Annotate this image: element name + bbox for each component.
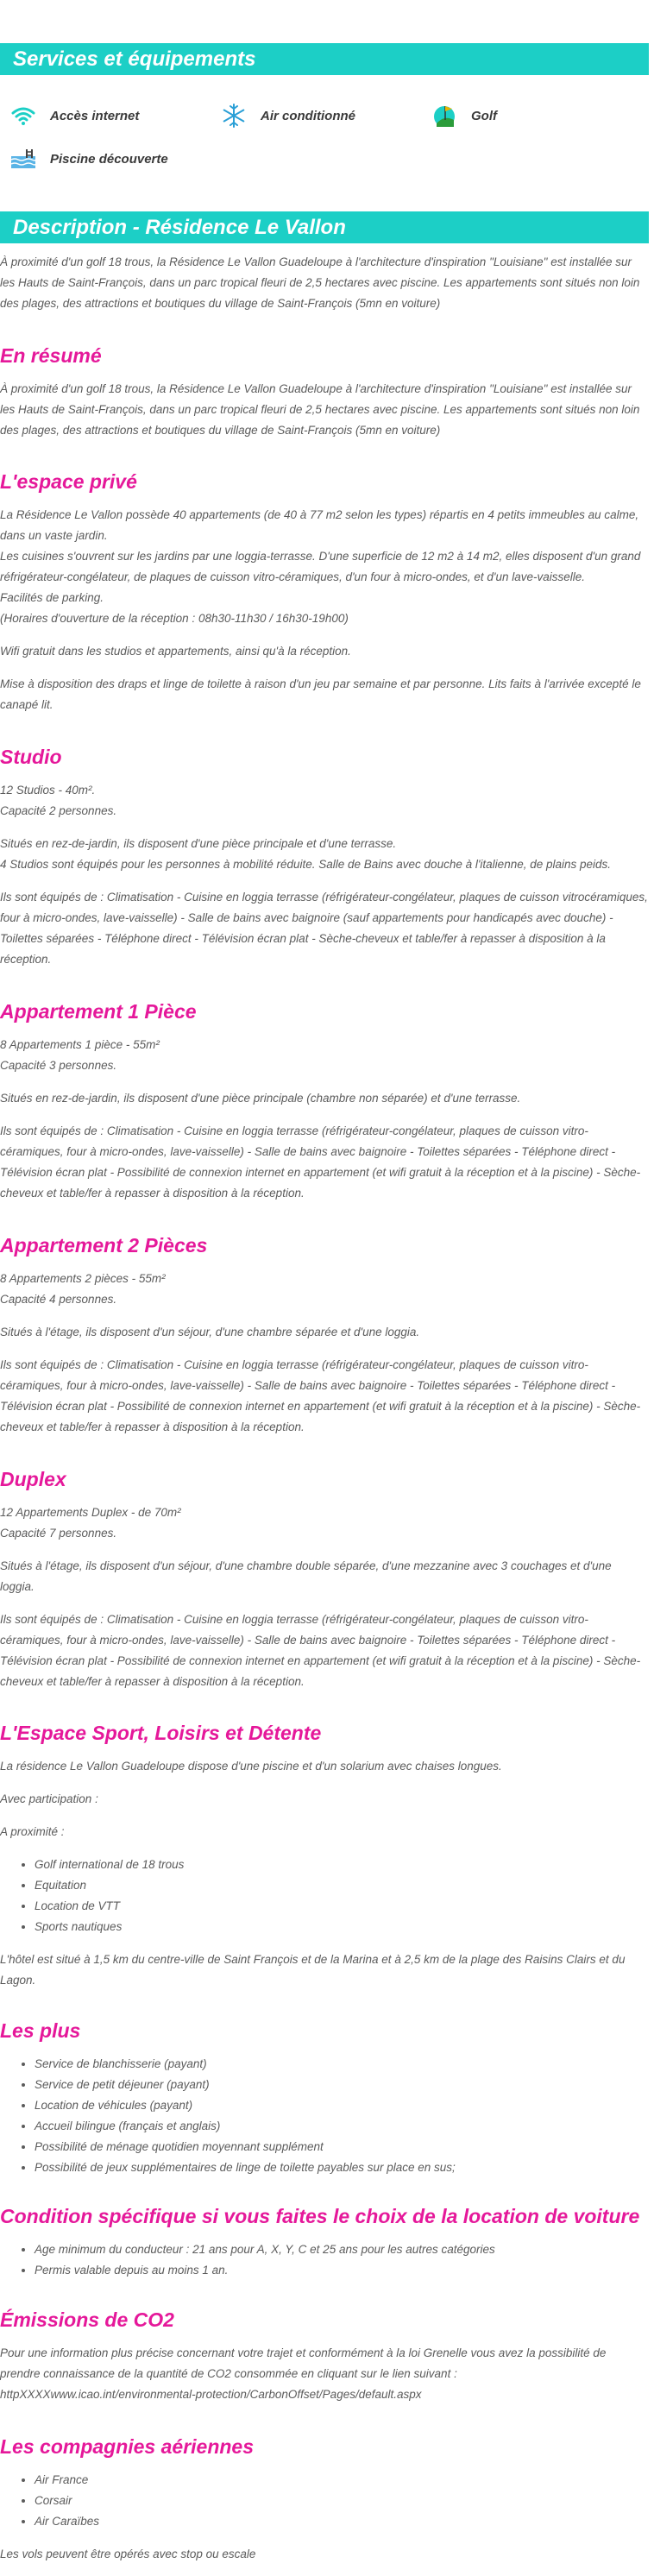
list-item: • Permis valable depuis au moins 1 an. — [35, 2260, 649, 2281]
app2-section — [0, 1232, 649, 1438]
sport-intro: La résidence Le Vallon Guadeloupe dispose d'une piscine et d'un solarium avec chaises longues. — [0, 1760, 502, 1773]
duplex-capacity: Capacité 7 personnes. — [0, 1527, 117, 1540]
studio-pmr: 4 Studios sont équipés pour les personnes à mobilité réduite. Salle de Bains avec douche à l'italienne, de plains peids. — [0, 858, 612, 871]
prive-heading: L'espace privé — [0, 470, 137, 493]
app2-count: 8 Appartements 2 pièces - 55m² — [0, 1272, 166, 1285]
prive-wifi: Wifi gratuit dans les studios et appartements, ainsi qu'à la réception. — [0, 645, 351, 658]
studio-equip: Ils sont équipés de : Climatisation - Cuisine en loggia terrasse (réfrigérateur-congélateur, plaques de cuisson vitrocéramiques, four à micro-ondes, lave-vaisselle) - Salle de bains avec baignoire (sauf appartements pour handicapés avec douche) - Toilettes séparées - Téléphone direct - Télévision écran plat - Sèche-cheveux et table/fer à repasser à disposition à la réception. — [0, 891, 648, 966]
prive-line: (Horaires d'ouverture de la réception : 08h30-11h30 / 16h30-19h00) — [0, 612, 349, 625]
prive-line: Les cuisines s'ouvrent sur les jardins par une loggia-terrasse. D'une superficie de 12 m2 à 14 m2, elles disposent d'un grand réfrigérateur-congélateur, de plaques de cuisson vitro-céramiques, d'un four à micro-ondes, et d'un lave-vaisselle. — [0, 550, 641, 583]
service-label: Piscine découverte — [50, 151, 168, 167]
duplex-section — [0, 1466, 649, 1692]
list-item: • Possibilité de ménage quotidien moyennant supplément — [35, 2137, 649, 2157]
service-label: Accès internet — [50, 108, 140, 123]
service-item-pool — [9, 146, 226, 172]
list-item: • Possibilité de jeux supplémentaires de linge de toilette payables sur place en sus; — [35, 2157, 649, 2178]
co2-text[interactable]: Pour une information plus précise concernant votre trajet et conformément à la loi Grenelle vous avez la possibilité de prendre connaissance de la quantité de CO2 consommée en cliquant sur le lien suivant : httpXXXXwww.icao.int/environmental-protection/CarbonOffset/Pages/default.aspx — [0, 2346, 607, 2401]
golf-icon — [430, 103, 459, 129]
service-item-golf — [430, 103, 640, 129]
co2-section — [0, 2307, 649, 2405]
plus-section — [0, 2018, 649, 2178]
resume-section — [0, 343, 649, 441]
airlines-list — [0, 2470, 649, 2532]
services-section — [0, 43, 649, 177]
studio-situation: Situés en rez-de-jardin, ils disposent d'une pièce principale et d'une terrasse. — [0, 837, 397, 850]
sport-proximite: A proximité : — [0, 1825, 65, 1838]
airlines-heading: Les compagnies aériennes — [0, 2435, 255, 2458]
list-item: • Location de véhicules (payant) — [35, 2095, 649, 2116]
list-item: • Air France — [35, 2470, 649, 2491]
plus-list — [0, 2054, 649, 2178]
prive-line: Facilités de parking. — [0, 591, 104, 604]
co2-heading: Émissions de CO2 — [0, 2308, 174, 2331]
airlines-section — [0, 2434, 649, 2565]
app1-heading: Appartement 1 Pièce — [0, 1000, 197, 1023]
studio-count: 12 Studios - 40m². — [0, 784, 96, 797]
plus-heading: Les plus — [0, 2019, 81, 2042]
wifi-icon — [9, 103, 38, 129]
condition-heading: Condition spécifique si vous faites le choix de la location de voiture — [0, 2205, 640, 2227]
app2-situation: Situés à l'étage, ils disposent d'un séjour, d'une chambre séparée et d'une loggia. — [0, 1326, 420, 1338]
app1-section — [0, 998, 649, 1204]
duplex-equip: Ils sont équipés de : Climatisation - Cuisine en loggia terrasse (réfrigérateur-congélateur, plaques de cuisson vitro-céramiques, four à micro-ondes, lave-vaisselle) - Salle de bains avec baignoire - Toilettes séparées - Téléphone direct - Télévision écran plat - Possibilité de connexion internet en appartement (et wifi gratuit à la réception et à la piscine) - Sèche-cheveux et table/fer à repasser à disposition à la réception. — [0, 1613, 641, 1688]
services-banner: Services et équipements — [0, 43, 649, 75]
airlines-note: Les vols peuvent être opérés avec stop ou escale — [0, 2548, 256, 2560]
sport-participation: Avec participation : — [0, 1792, 98, 1805]
service-label: Air conditionné — [261, 108, 355, 123]
list-item: • Golf international de 18 trous — [35, 1855, 649, 1875]
prive-line: La Résidence Le Vallon possède 40 appartements (de 40 à 77 m2 selon les types) répartis en 4 petits immeubles au calme, dans un vaste jardin. — [0, 508, 639, 542]
studio-section — [0, 744, 649, 970]
sport-list — [0, 1855, 649, 1937]
snowflake-icon — [219, 103, 248, 129]
studio-capacity: Capacité 2 personnes. — [0, 804, 117, 817]
app1-situation: Situés en rez-de-jardin, ils disposent d'une pièce principale (chambre non séparée) et d'une terrasse. — [0, 1092, 521, 1105]
list-item: • Air Caraïbes — [35, 2511, 649, 2532]
duplex-heading: Duplex — [0, 1468, 66, 1490]
app1-capacity: Capacité 3 personnes. — [0, 1059, 117, 1072]
list-item: • Service de petit déjeuner (payant) — [35, 2075, 649, 2095]
list-item: • Age minimum du conducteur : 21 ans pour A, X, Y, C et 25 ans pour les autres catégories — [35, 2239, 649, 2260]
app2-equip: Ils sont équipés de : Climatisation - Cuisine en loggia terrasse (réfrigérateur-congélateur, plaques de cuisson vitro-céramiques, four à micro-ondes, lave-vaisselle) - Salle de bains avec baignoire - Toilettes séparées - Téléphone direct - Télévision écran plat - Possibilité de connexion internet en appartement (et wifi gratuit à la réception et à la piscine) - Sèche-cheveux et table/fer à repasser à disposition à la réception. — [0, 1358, 641, 1433]
services-list — [0, 75, 649, 177]
sport-situation: L'hôtel est situé à 1,5 km du centre-ville de Saint François et de la Marina et à 2,5 km de la plage des Raisins Clairs et du Lagon. — [0, 1953, 626, 1987]
app1-count: 8 Appartements 1 pièce - 55m² — [0, 1038, 160, 1051]
list-item: • Sports nautiques — [35, 1917, 649, 1937]
service-item-internet — [9, 103, 219, 129]
sport-section — [0, 1720, 649, 1991]
resume-heading: En résumé — [0, 344, 102, 367]
list-item: • Accueil bilingue (français et anglais) — [35, 2116, 649, 2137]
description-text: À proximité d'un golf 18 trous, la Résidence Le Vallon Guadeloupe à l'architecture d'inspiration "Louisiane" est installée sur les Hauts de Saint-François, dans un parc tropical fleuri de 2,5 hectares avec piscine. Les appartements sont situés non loin des plages, des attractions et boutiques du village de Saint-François (5mn en voiture) — [0, 255, 640, 310]
prive-section — [0, 469, 649, 715]
app2-heading: Appartement 2 Pièces — [0, 1234, 208, 1257]
list-item: • Equitation — [35, 1875, 649, 1896]
condition-list — [0, 2239, 649, 2281]
duplex-count: 12 Appartements Duplex - de 70m² — [0, 1506, 181, 1519]
app2-capacity: Capacité 4 personnes. — [0, 1293, 117, 1306]
service-label: Golf — [471, 108, 497, 123]
studio-heading: Studio — [0, 746, 62, 768]
pool-icon — [9, 146, 38, 172]
resume-text: À proximité d'un golf 18 trous, la Résidence Le Vallon Guadeloupe à l'architecture d'inspiration "Louisiane" est installée sur les Hauts de Saint-François, dans un parc tropical fleuri de 2,5 hectares avec piscine. Les appartements sont situés non loin des plages, des attractions et boutiques du village de Saint-François (5mn en voiture) — [0, 382, 640, 437]
condition-section — [0, 2203, 649, 2281]
app1-equip: Ils sont équipés de : Climatisation - Cuisine en loggia terrasse (réfrigérateur-congélateur, plaques de cuisson vitro-céramiques, four à micro-ondes, lave-vaisselle) - Salle de bains avec baignoire - Toilettes séparées - Téléphone direct - Télévision écran plat - Possibilité de connexion internet en appartement (et wifi gratuit à la réception et à la piscine) - Sèche-cheveux et table/fer à repasser à disposition à la réception. — [0, 1124, 641, 1200]
description-banner: Description - Résidence Le Vallon — [0, 211, 649, 243]
description-section — [0, 211, 649, 314]
sport-heading: L'Espace Sport, Loisirs et Détente — [0, 1722, 322, 1744]
list-item: • Location de VTT — [35, 1896, 649, 1917]
service-item-aircon — [219, 103, 430, 129]
list-item: • Service de blanchisserie (payant) — [35, 2054, 649, 2075]
prive-draps: Mise à disposition des draps et linge de toilette à raison d'un jeu par semaine et par personne. Lits faits à l'arrivée excepté le canapé lit. — [0, 677, 641, 711]
duplex-situation: Situés à l'étage, ils disposent d'un séjour, d'une chambre double séparée, d'une mezzanine avec 3 couchages et d'une loggia. — [0, 1559, 612, 1593]
list-item: • Corsair — [35, 2491, 649, 2511]
